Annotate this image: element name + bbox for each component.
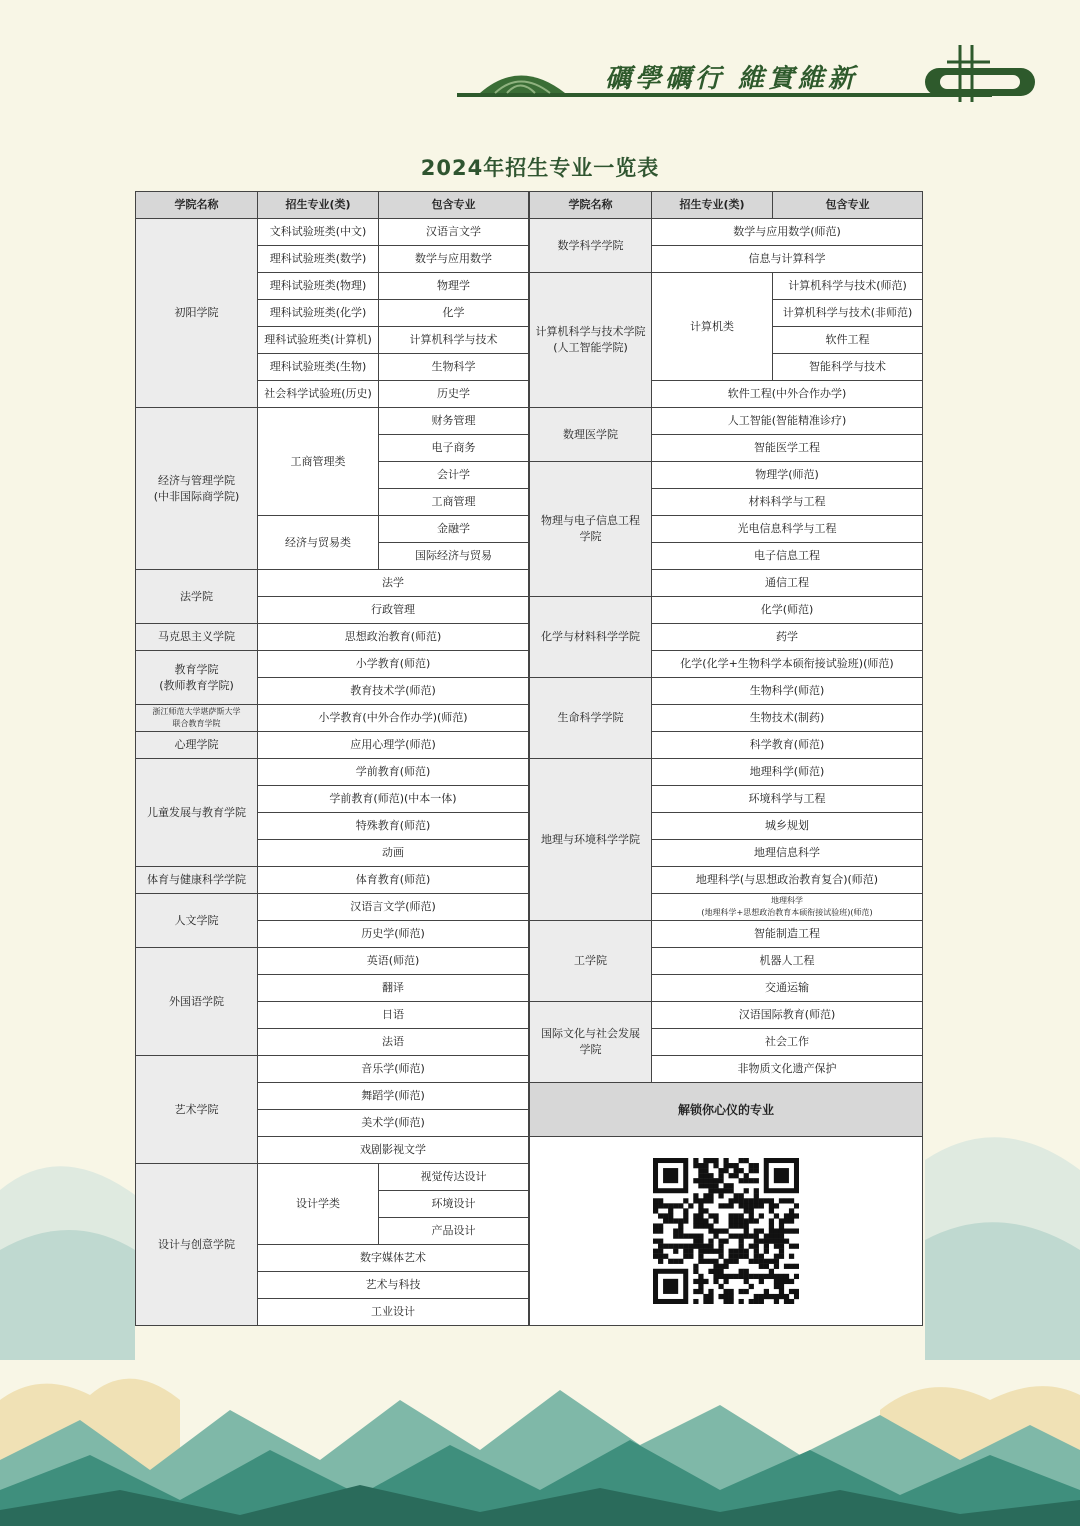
major-cell: 信息与计算科学 <box>652 246 923 273</box>
major-cell: 应用心理学(师范) <box>258 732 529 759</box>
major-cell: 材料科学与工程 <box>652 489 923 516</box>
major-cell: 行政管理 <box>258 597 529 624</box>
major-cell: 戏剧影视文学 <box>258 1137 529 1164</box>
bottom-mountains-decoration <box>0 1340 1080 1526</box>
table-row <box>136 408 923 435</box>
college-name-line: 教育学院 <box>174 662 219 676</box>
major-cell: 化学(师范) <box>652 597 923 624</box>
major-cell: 地理科学(师范) <box>652 759 923 786</box>
college-cell <box>530 462 652 597</box>
majors-table <box>135 191 923 1326</box>
category-cell: 工商管理类 <box>258 408 379 516</box>
college-name-line: (中非国际商学院) <box>153 489 240 503</box>
major-cell: 音乐学(师范) <box>258 1056 529 1083</box>
category-cell: 经济与贸易类 <box>258 516 379 570</box>
category-cell: 计算机类 <box>652 273 773 381</box>
major-cell: 数学与应用数学(师范) <box>652 219 923 246</box>
category-cell: 设计学类 <box>258 1164 379 1245</box>
college-cell <box>136 408 258 570</box>
major-cell: 地理科学(与思想政治教育复合)(师范) <box>652 867 923 894</box>
major-cell: 汉语言文学 <box>379 219 529 246</box>
school-motto: 礪學礪行 維實維新 <box>605 64 859 94</box>
major-cell: 美术学(师范) <box>258 1110 529 1137</box>
qr-finder-square <box>663 1168 678 1183</box>
category-cell: 文科试验班类(中文) <box>258 219 379 246</box>
major-cell: 日语 <box>258 1002 529 1029</box>
col-header-category-left: 招生专业(类) <box>258 192 379 219</box>
college-cell: 法学院 <box>136 570 258 624</box>
major-cell: 学前教育(师范) <box>258 759 529 786</box>
col-header-majors-right: 包含专业 <box>773 192 923 219</box>
college-cell <box>530 1002 652 1083</box>
col-header-majors-left: 包含专业 <box>379 192 529 219</box>
col-header-college-left: 学院名称 <box>136 192 258 219</box>
major-cell: 人工智能(智能精准诊疗) <box>652 408 923 435</box>
category-cell: 理科试验班类(计算机) <box>258 327 379 354</box>
major-cell: 环境设计 <box>379 1191 529 1218</box>
major-cell: 汉语国际教育(师范) <box>652 1002 923 1029</box>
college-cell: 人文学院 <box>136 894 258 948</box>
major-cell: 产品设计 <box>379 1218 529 1245</box>
college-cell: 艺术学院 <box>136 1056 258 1164</box>
major-cell: 小学教育(中外合作办学)(师范) <box>258 705 529 732</box>
major-cell: 计算机科学与技术 <box>379 327 529 354</box>
college-cell: 儿童发展与教育学院 <box>136 759 258 867</box>
category-cell: 理科试验班类(化学) <box>258 300 379 327</box>
major-cell: 工商管理 <box>379 489 529 516</box>
major-cell: 特殊教育(师范) <box>258 813 529 840</box>
category-cell: 理科试验班类(数学) <box>258 246 379 273</box>
major-cell: 英语(师范) <box>258 948 529 975</box>
major-cell: 财务管理 <box>379 408 529 435</box>
major-cell: 物理学(师范) <box>652 462 923 489</box>
major-cell: 社会工作 <box>652 1029 923 1056</box>
college-cell: 数学科学学院 <box>530 219 652 273</box>
major-cell: 电子信息工程 <box>652 543 923 570</box>
major-cell: 小学教育(师范) <box>258 651 529 678</box>
major-cell: 化学 <box>379 300 529 327</box>
college-name-line: 联合教育学院 <box>172 719 221 728</box>
category-cell: 理科试验班类(生物) <box>258 354 379 381</box>
major-cell: 通信工程 <box>652 570 923 597</box>
major-cell: 汉语言文学(师范) <box>258 894 529 921</box>
college-cell: 化学与材料科学学院 <box>530 597 652 678</box>
major-cell: 地理信息科学 <box>652 840 923 867</box>
major-cell: 生物科学 <box>379 354 529 381</box>
major-cell: 计算机科学与技术(师范) <box>773 273 923 300</box>
college-cell: 初阳学院 <box>136 219 258 408</box>
qr-code[interactable] <box>653 1158 799 1304</box>
college-cell: 心理学院 <box>136 732 258 759</box>
college-cell <box>136 651 258 705</box>
college-name-line: 经济与管理学院 <box>158 473 235 487</box>
major-name-line: (地理科学+思想政治教育本硕衔接试验班)(师范) <box>701 908 873 917</box>
major-cell: 电子商务 <box>379 435 529 462</box>
major-cell: 生物科学(师范) <box>652 678 923 705</box>
major-cell: 科学教育(师范) <box>652 732 923 759</box>
page-title: 2024年招生专业一览表 <box>420 156 660 180</box>
major-name-line: 地理科学 <box>771 896 803 905</box>
major-cell: 翻译 <box>258 975 529 1002</box>
major-cell: 化学(化学+生物科学本硕衔接试验班)(师范) <box>652 651 923 678</box>
major-cell: 软件工程(中外合作办学) <box>652 381 923 408</box>
college-name-line: 物理与电子信息工程 <box>541 514 640 527</box>
college-cell <box>530 273 652 408</box>
college-cell: 地理与环境科学学院 <box>530 759 652 921</box>
major-cell: 物理学 <box>379 273 529 300</box>
major-cell: 会计学 <box>379 462 529 489</box>
major-cell: 生物技术(制药) <box>652 705 923 732</box>
major-cell: 思想政治教育(师范) <box>258 624 529 651</box>
college-name-line: 国际文化与社会发展 <box>541 1027 640 1040</box>
table-row <box>136 219 923 246</box>
major-cell <box>652 894 923 921</box>
major-cell: 动画 <box>258 840 529 867</box>
major-cell: 法学 <box>258 570 529 597</box>
college-cell: 生命科学学院 <box>530 678 652 759</box>
qr-finder-square <box>663 1279 678 1294</box>
college-name-line: 浙江师范大学堪萨斯大学 <box>152 707 241 716</box>
major-cell: 机器人工程 <box>652 948 923 975</box>
major-cell: 光电信息科学与工程 <box>652 516 923 543</box>
major-cell: 学前教育(师范)(中本一体) <box>258 786 529 813</box>
qr-code-cell <box>530 1137 923 1326</box>
major-cell: 视觉传达设计 <box>379 1164 529 1191</box>
major-cell: 智能医学工程 <box>652 435 923 462</box>
qr-caption: 解锁你心仪的专业 <box>530 1083 923 1137</box>
college-cell: 外国语学院 <box>136 948 258 1056</box>
college-cell: 数理医学院 <box>530 408 652 462</box>
major-cell: 工业设计 <box>258 1299 529 1326</box>
qr-finder-square <box>774 1168 789 1183</box>
table-header-row <box>136 192 923 219</box>
major-cell: 智能制造工程 <box>652 921 923 948</box>
major-cell: 数字媒体艺术 <box>258 1245 529 1272</box>
major-cell: 历史学 <box>379 381 529 408</box>
category-cell: 社会科学试验班(历史) <box>258 381 379 408</box>
major-cell: 非物质文化遗产保护 <box>652 1056 923 1083</box>
college-cell: 马克思主义学院 <box>136 624 258 651</box>
major-cell: 药学 <box>652 624 923 651</box>
college-name-line: (教师教育学院) <box>159 678 234 692</box>
category-cell: 理科试验班类(物理) <box>258 273 379 300</box>
major-cell: 城乡规划 <box>652 813 923 840</box>
major-cell: 数学与应用数学 <box>379 246 529 273</box>
major-cell: 环境科学与工程 <box>652 786 923 813</box>
major-cell: 教育技术学(师范) <box>258 678 529 705</box>
college-name-line: (人工智能学院) <box>553 341 628 354</box>
major-cell: 软件工程 <box>773 327 923 354</box>
major-cell: 法语 <box>258 1029 529 1056</box>
college-name-line: 学院 <box>579 1043 602 1056</box>
major-cell: 金融学 <box>379 516 529 543</box>
college-name-line: 学院 <box>579 530 602 543</box>
table-row <box>136 759 923 786</box>
major-cell: 艺术与科技 <box>258 1272 529 1299</box>
major-cell: 舞蹈学(师范) <box>258 1083 529 1110</box>
college-cell: 体育与健康科学学院 <box>136 867 258 894</box>
college-cell: 工学院 <box>530 921 652 1002</box>
major-cell: 智能科学与技术 <box>773 354 923 381</box>
college-cell <box>136 705 258 732</box>
major-cell: 体育教育(师范) <box>258 867 529 894</box>
college-cell: 设计与创意学院 <box>136 1164 258 1326</box>
college-name-line: 计算机科学与技术学院 <box>535 325 646 338</box>
major-cell: 交通运输 <box>652 975 923 1002</box>
major-cell: 国际经济与贸易 <box>379 543 529 570</box>
major-cell: 计算机科学与技术(非师范) <box>773 300 923 327</box>
major-cell: 历史学(师范) <box>258 921 529 948</box>
col-header-college-right: 学院名称 <box>530 192 652 219</box>
col-header-category-right: 招生专业(类) <box>652 192 773 219</box>
